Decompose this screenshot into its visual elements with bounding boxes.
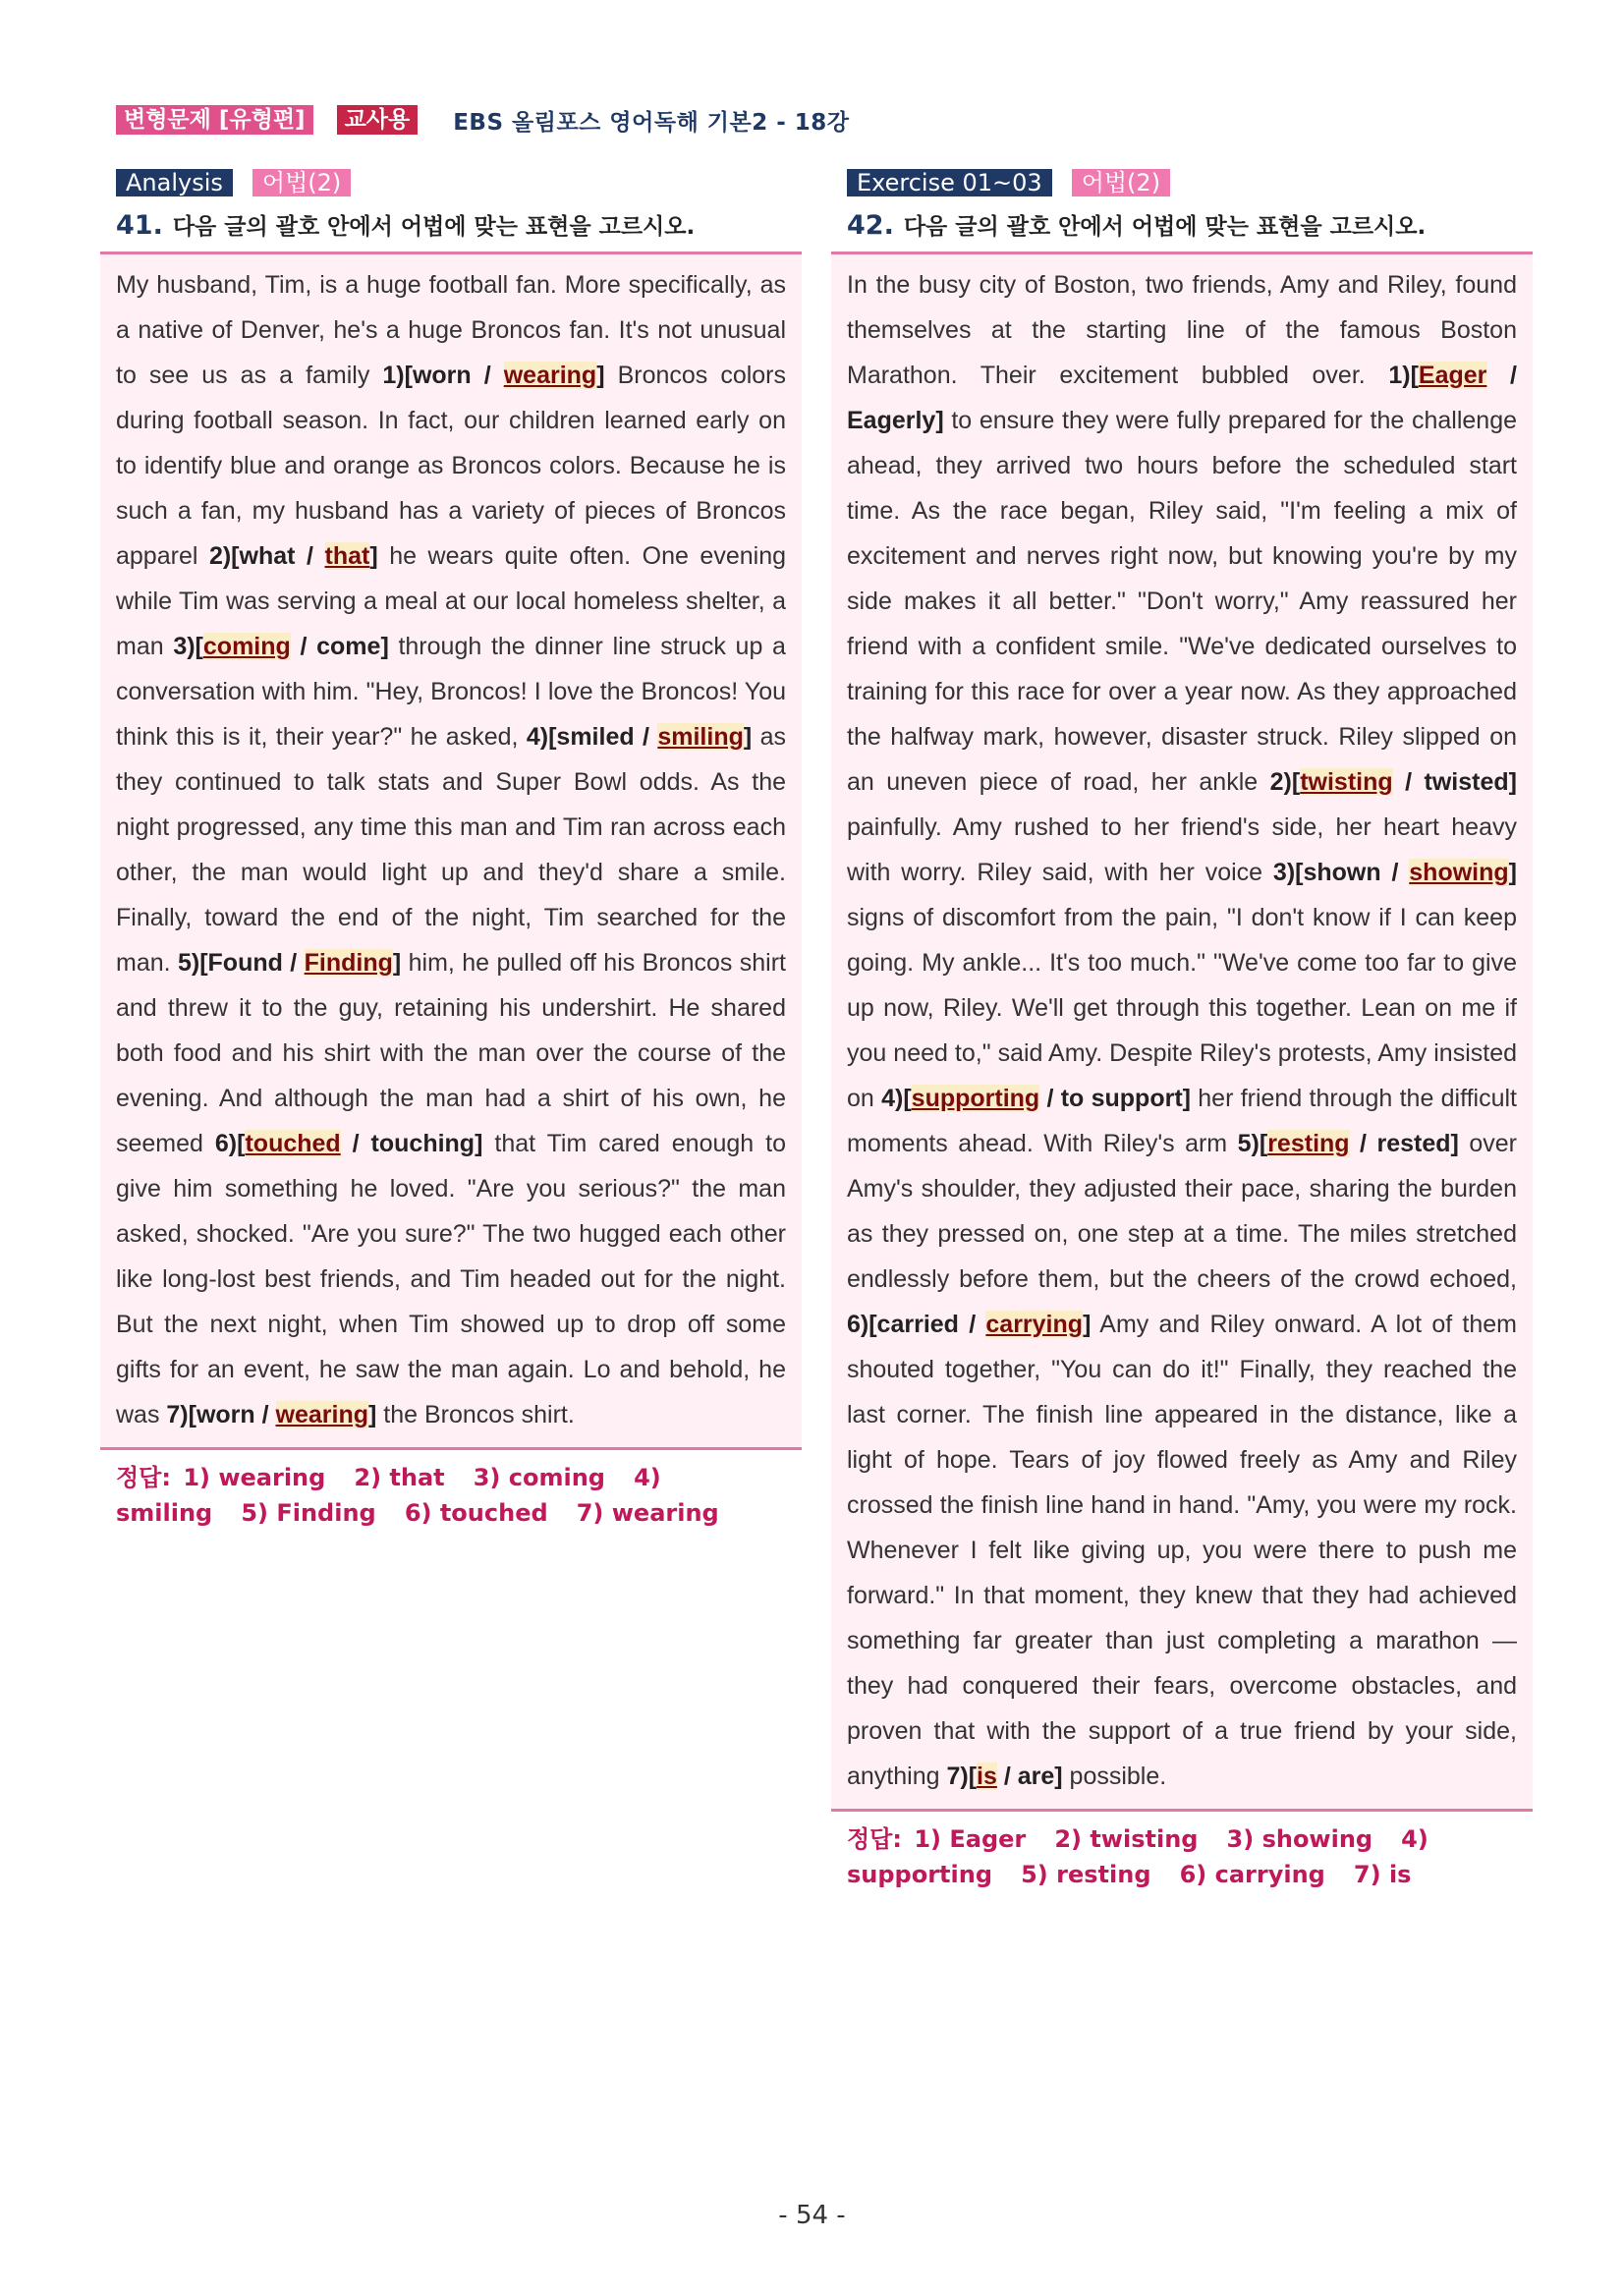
- answer-label: 정답:: [847, 1825, 902, 1853]
- question-text: 다음 글의 괄호 안에서 어법에 맞는 표현을 고르시오.: [172, 214, 696, 240]
- type-tag: 변형문제 [유형편]: [116, 105, 313, 135]
- question-41: [100, 206, 802, 246]
- left-labels: [100, 169, 802, 196]
- answer-item: 6) touched: [404, 1499, 548, 1527]
- page-title: EBS 올림포스 영어독해 기본2 - 18강: [453, 109, 850, 136]
- answer-item: 7) wearing: [576, 1499, 719, 1527]
- answer-item: 3) coming: [473, 1464, 605, 1491]
- question-number: 42.: [847, 210, 894, 241]
- teacher-tag: 교사용: [337, 105, 419, 135]
- answer-item: 2) twisting: [1054, 1825, 1199, 1853]
- answer-item: 2) that: [354, 1464, 445, 1491]
- question-42: [831, 206, 1533, 246]
- answer-key-41: [100, 1460, 802, 1531]
- passage-42: [831, 252, 1533, 1812]
- answer-item: 1) wearing: [183, 1464, 326, 1491]
- left-column: [100, 169, 802, 1531]
- right-column: [831, 169, 1533, 1892]
- answer-key-42: [831, 1821, 1533, 1892]
- grammar-label: 어법(2): [1072, 169, 1170, 196]
- passage-41: [100, 252, 802, 1450]
- exercise-label: Exercise 01~03: [847, 169, 1052, 196]
- answer-item: 1) Eager: [914, 1825, 1027, 1853]
- answer-item: 4) smiling: [116, 1464, 661, 1527]
- answer-item: 7) is: [1353, 1861, 1412, 1888]
- passage-text: My husband, Tim, is a huge football fan. More specifically, as a native of Denver, he's a huge Broncos fan. It's not unusual to see us as a family 1)[worn / wearing] Broncos colors during football season. In fact, our children learned early on to identify blue and orange as Broncos colors. Because he is such a fan, my husband has a variety of pieces of Broncos apparel 2)[what / that] he wears quite often. One evening while Tim was serving a meal at our local homeless shelter, a man 3)[coming / come] through the dinner line struck up a conversation with him. "Hey, Broncos! I love the Broncos! You think this is it, their year?" he asked, 4)[smiled / smiling] as they continued to talk stats and Super Bowl odds. As the night progressed, any time this man and Tim ran across each other, the man would light up and they'd share a smile. Finally, toward the end of the night, Tim searched for the man. 5)[Found / Finding] him, he pulled off his Broncos shirt and threw it to the guy, retaining his undershirt. He shared both food and his shirt with the man over the course of the evening. And although the man had a shirt of his own, he seemed 6)[touched / touching] that Tim cared enough to give him something he loved. "Are you serious?" the man asked, shocked. "Are you sure?" The two hugged each other like long-lost best friends, and Tim headed out for the night. But the next night, when Tim showed up to drop off some gifts for an event, he saw the man again. Lo and behold, he was 7)[worn / wearing] the Broncos shirt.: [116, 271, 787, 1428]
- grammar-label: 어법(2): [252, 169, 351, 196]
- answer-item: 5) Finding: [241, 1499, 376, 1527]
- answer-item: 6) carrying: [1179, 1861, 1325, 1888]
- right-labels: [831, 169, 1533, 196]
- analysis-label: Analysis: [116, 169, 233, 196]
- answer-item: 3) showing: [1226, 1825, 1373, 1853]
- answer-label: 정답:: [116, 1464, 171, 1491]
- question-text: 다음 글의 괄호 안에서 어법에 맞는 표현을 고르시오.: [903, 214, 1427, 240]
- answer-item: 5) resting: [1021, 1861, 1151, 1888]
- question-number: 41.: [116, 210, 163, 241]
- page-number: - 54 -: [778, 2201, 846, 2230]
- passage-text: In the busy city of Boston, two friends, Amy and Riley, found themselves at the starting line of the famous Boston Marathon. Their excitement bubbled over. 1)[Eager / Eagerly] to ensure they were fully prepared for the challenge ahead, they arrived two hours before the scheduled start time. As the race began, Riley said, "I'm feeling a mix of excitement and nerves right now, but knowing you're by my side makes it all better." "Don't worry," Amy reassured her friend with a confident smile. "We've dedicated ourselves to training for this race for over a year now. As they approached the halfway mark, however, disaster struck. Riley slipped on an uneven piece of road, her ankle 2)[twisting / twisted] painfully. Amy rushed to her friend's side, her heart heavy with worry. Riley said, with her voice 3)[shown / showing] signs of discomfort from the pain, "I don't know if I can keep going. My ankle... It's too much." "We've come too far to give up now, Riley. We'll get through this together. Lean on me if you need to," said Amy. Despite Riley's protests, Amy insisted on 4)[supporting / to support] her friend through the difficult moments ahead. With Riley's arm 5)[resting / rested] over Amy's shoulder, they adjusted their pace, sharing the burden as they pressed on, one step at a time. The miles stretched endlessly before them, but the cheers of the crowd echoed, 6)[carried / carrying] Amy and Riley onward. A lot of them shouted together, "You can do it!" Finally, they reached the last corner. The finish line appeared in the distance, like a light of hope. Tears of joy flowed freely as Amy and Riley crossed the finish line hand in hand. "Amy, you were my rock. Whenever I felt like giving up, you were there to push me forward." In that moment, they knew that they had achieved something far greater than just completing a marathon — they had conquered their fears, overcome obstacles, and proven that with the support of a true friend by your side, anything 7)[is / are] possible.: [847, 271, 1517, 1790]
- page-header: [116, 103, 850, 137]
- answer-item: 4) supporting: [847, 1825, 1428, 1888]
